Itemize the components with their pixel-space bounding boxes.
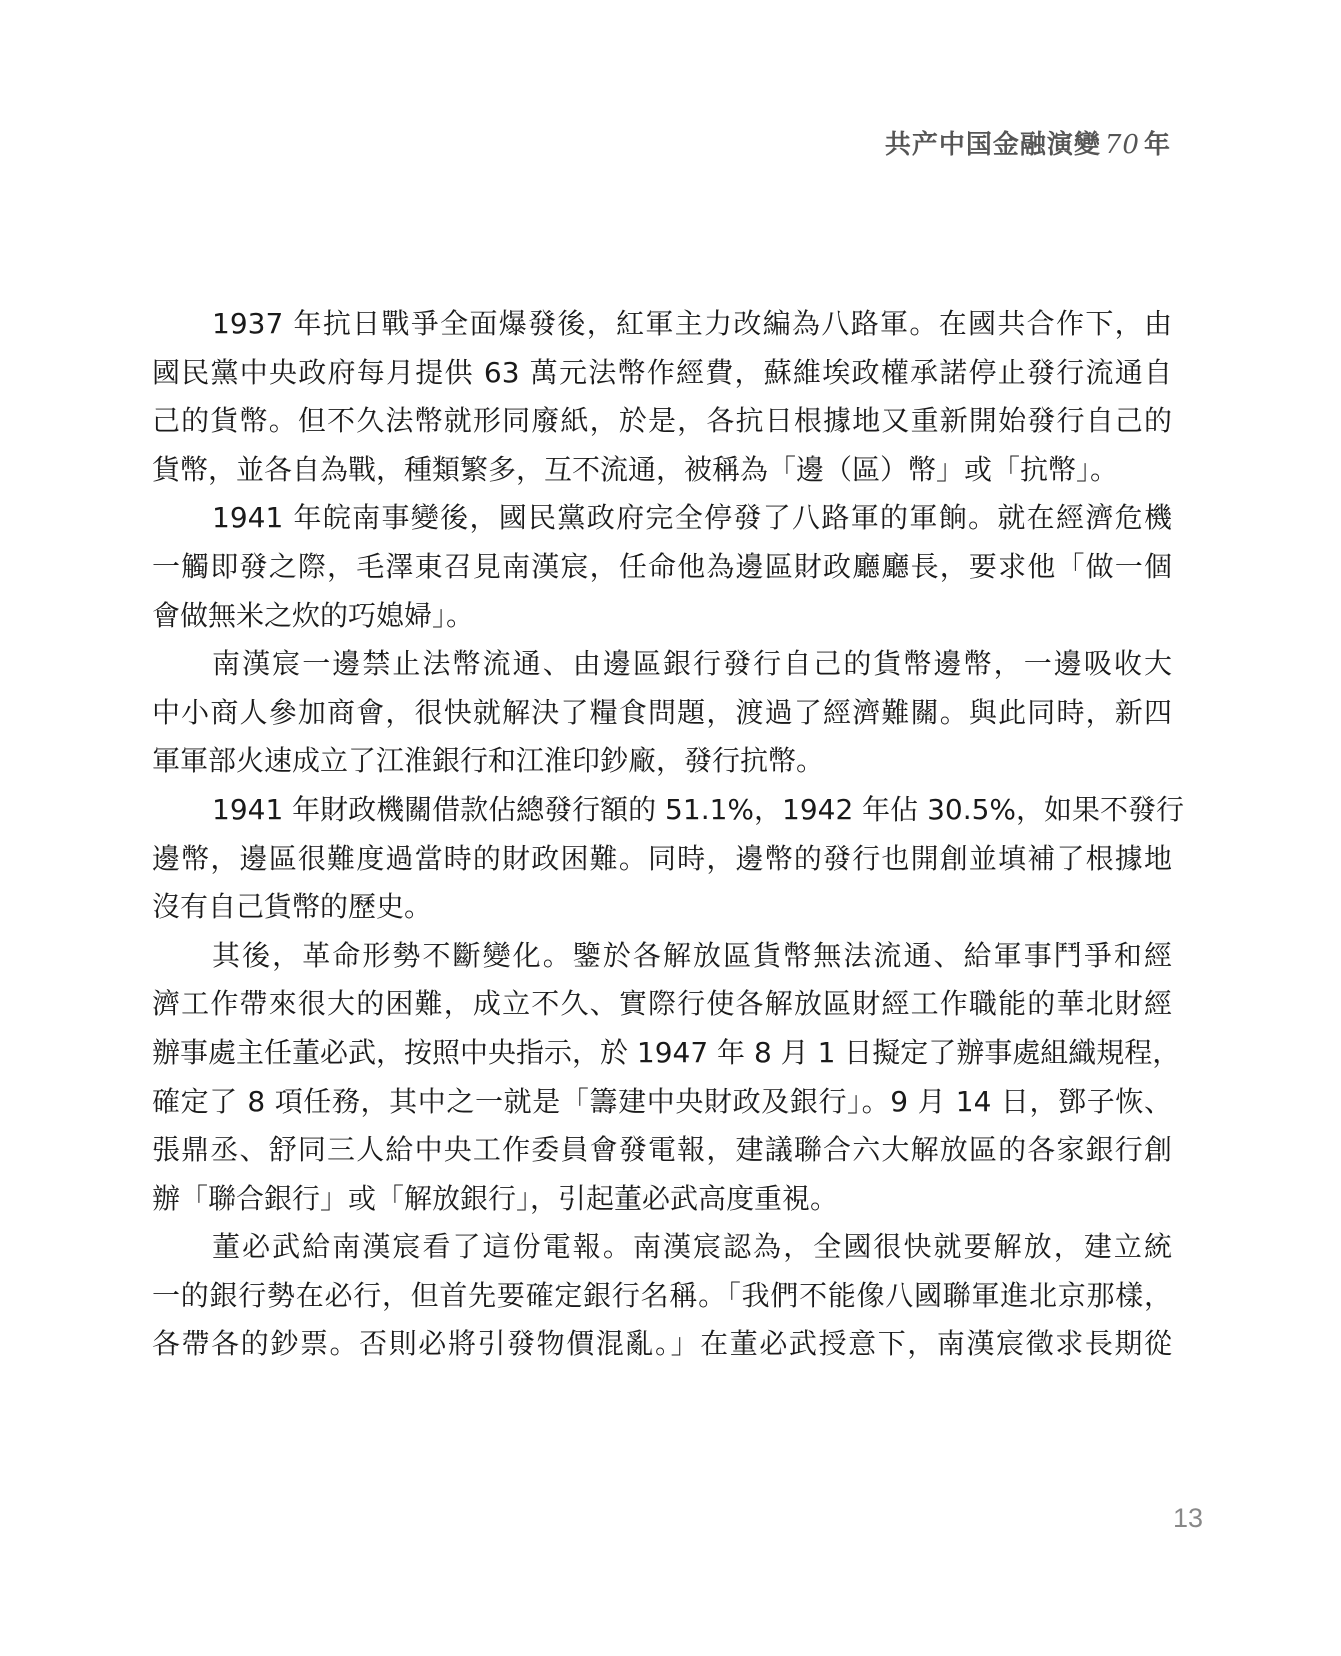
text-line: 確定了 8 項任務，其中之一就是「籌建中央財政及銀行」。9 月 14 日，鄧子恢、 [152, 1084, 1172, 1118]
text-line: 沒有自己貨幣的歷史。 [152, 890, 433, 924]
text-line: 國民黨中央政府每月提供 63 萬元法幣作經費，蘇維埃政權承諾停止發行流通自 [152, 355, 1172, 389]
paragraph-6 [152, 1223, 1172, 1369]
paragraph-4 [152, 786, 1185, 932]
paragraph-1 [152, 300, 1172, 494]
header-title-number: 70 [1104, 130, 1140, 160]
text-line: 己的貨幣。但不久法幣就形同廢紙，於是，各抗日根據地又重新開始發行自己的 [152, 404, 1172, 438]
header-title-prefix: 共产中国金融演變 [884, 130, 1101, 160]
text-line: 一的銀行勢在必行，但首先要確定銀行名稱。「我們不能像八國聯軍進北京那樣， [152, 1278, 1172, 1312]
paragraph-5 [152, 932, 1181, 1224]
text-line: 貨幣，並各自為戰，種類繁多，互不流通，被稱為「邊（區）幣」或「抗幣」。 [152, 452, 1119, 486]
text-line: 其後，革命形勢不斷變化。鑒於各解放區貨幣無法流通、給軍事鬥爭和經 [212, 938, 1172, 972]
text-line: 董必武給南漢宸看了這份電報。南漢宸認為，全國很快就要解放，建立統 [212, 1230, 1172, 1264]
text-line: 濟工作帶來很大的困難，成立不久、實際行使各解放區財經工作職能的華北財經 [152, 987, 1172, 1021]
text-line: 1941 年皖南事變後，國民黨政府完全停發了八路軍的軍餉。就在經濟危機 [212, 501, 1172, 535]
text-line: 1941 年財政機關借款佔總發行額的 51.1%，1942 年佔 30.5%，如果不發行 [212, 792, 1185, 826]
text-line: 會做無米之炊的巧媳婦」。 [152, 598, 475, 632]
text-line: 辦事處主任董必武，按照中央指示，於 1947 年 8 月 1 日擬定了辦事處組織規程， [152, 1035, 1181, 1069]
body-text [152, 300, 1185, 1369]
text-line: 辦「聯合銀行」或「解放銀行」，引起董必武高度重視。 [152, 1181, 839, 1215]
text-line: 中小商人參加商會，很快就解決了糧食問題，渡過了經濟難關。與此同時，新四 [152, 695, 1172, 729]
header-title-suffix: 年 [1143, 130, 1171, 160]
text-line: 軍軍部火速成立了江淮銀行和江淮印鈔廠，發行抗幣。 [152, 744, 825, 778]
running-header [885, 124, 1171, 161]
text-line: 1937 年抗日戰爭全面爆發後，紅軍主力改編為八路軍。在國共合作下，由 [212, 307, 1172, 340]
text-line: 南漢宸一邊禁止法幣流通、由邊區銀行發行自己的貨幣邊幣，一邊吸收大 [212, 647, 1172, 681]
text-line: 各帶各的鈔票。否則必將引發物價混亂。」在董必武授意下，南漢宸徵求長期從 [152, 1327, 1172, 1361]
text-line: 一觸即發之際，毛澤東召見南漢宸，任命他為邊區財政廳廳長，要求他「做一個 [152, 549, 1172, 583]
paragraph-2 [152, 494, 1172, 640]
page-number: 13 [1173, 1503, 1204, 1533]
paragraph-3 [152, 640, 1172, 786]
text-line: 邊幣，邊區很難度過當時的財政困難。同時，邊幣的發行也開創並填補了根據地 [152, 841, 1172, 875]
text-line: 張鼎丞、舒同三人給中央工作委員會發電報，建議聯合六大解放區的各家銀行創 [152, 1133, 1172, 1167]
